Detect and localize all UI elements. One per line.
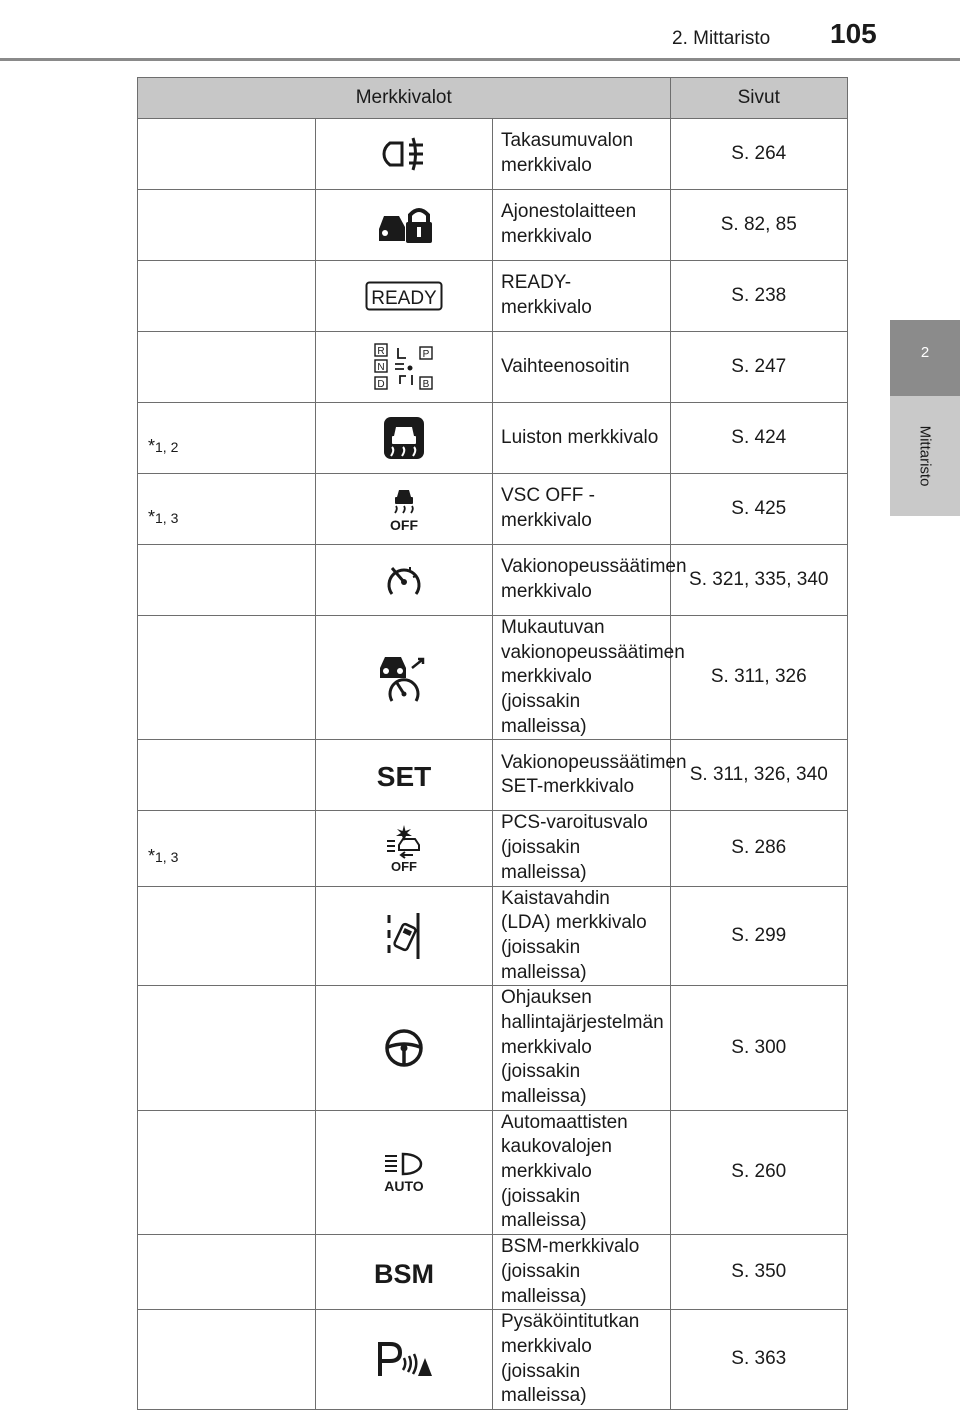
icon-cell bbox=[315, 986, 493, 1110]
footnote-cell bbox=[138, 1310, 316, 1410]
indicator-name: Pysäköintitutkan merkkivalo (joissakin malleissa) bbox=[493, 1310, 671, 1410]
footnote-numbers: 1, 2 bbox=[155, 438, 179, 455]
chapter-number: 2 bbox=[920, 344, 930, 361]
footnote-marker bbox=[138, 420, 315, 457]
footnote-numbers: 1, 3 bbox=[155, 509, 179, 526]
parking-sensor-icon bbox=[375, 1340, 433, 1380]
cruise-control-icon bbox=[384, 560, 424, 600]
icon-cell bbox=[315, 886, 493, 986]
shift-letter-r: R bbox=[377, 346, 385, 357]
footnote-cell bbox=[138, 1110, 316, 1234]
table-row bbox=[138, 886, 848, 986]
page-reference: S. 260 bbox=[670, 1110, 848, 1234]
table-row bbox=[138, 1235, 848, 1310]
chapter-tab-number bbox=[890, 320, 960, 396]
page-header bbox=[0, 0, 960, 62]
footnote-marker bbox=[138, 491, 315, 528]
icon-cell bbox=[315, 190, 493, 261]
icon-cell bbox=[315, 1235, 493, 1310]
column-header-indicators: Merkkivalot bbox=[138, 78, 671, 119]
shift-letter-n: N bbox=[377, 362, 385, 373]
indicator-name: Vakionopeussäätimen SET-merkkivalo bbox=[493, 740, 671, 811]
indicator-name: Ajonestolaitteen merkkivalo bbox=[493, 190, 671, 261]
footnote-cell bbox=[138, 190, 316, 261]
icon-cell bbox=[315, 474, 493, 545]
page-number: 105 bbox=[830, 18, 877, 49]
footnote-cell bbox=[138, 545, 316, 616]
footnote-cell bbox=[138, 886, 316, 986]
shift-position-icon bbox=[373, 342, 435, 392]
indicator-name: Automaattisten kaukovalojen merkkivalo (joissakin malleissa) bbox=[493, 1110, 671, 1234]
page-reference: S. 363 bbox=[670, 1310, 848, 1410]
page-reference: S. 247 bbox=[670, 332, 848, 403]
indicator-name: BSM-merkkivalo (joissakin malleissa) bbox=[493, 1235, 671, 1310]
page-reference: S. 264 bbox=[670, 119, 848, 190]
page-reference: S. 300 bbox=[670, 986, 848, 1110]
footnote-cell bbox=[138, 811, 316, 886]
slip-indicator-icon bbox=[383, 416, 425, 460]
table-row bbox=[138, 740, 848, 811]
table-row bbox=[138, 261, 848, 332]
pcs-warning-icon bbox=[383, 823, 425, 873]
page-reference: S. 82, 85 bbox=[670, 190, 848, 261]
icon-cell bbox=[315, 545, 493, 616]
table-row bbox=[138, 616, 848, 740]
page-reference: S. 238 bbox=[670, 261, 848, 332]
footnote-cell bbox=[138, 740, 316, 811]
column-header-pages: Sivut bbox=[670, 78, 848, 119]
table-row bbox=[138, 1310, 848, 1410]
vsc-off-icon-text: OFF bbox=[389, 517, 418, 533]
vsc-off-icon bbox=[384, 485, 424, 533]
page-reference: S. 425 bbox=[670, 474, 848, 545]
auto-high-beam-icon bbox=[379, 1150, 429, 1194]
asterisk-icon: * bbox=[148, 506, 156, 527]
indicator-name: Luiston merkkivalo bbox=[493, 403, 671, 474]
section-title: 2. Mittaristo bbox=[672, 28, 771, 49]
icon-cell bbox=[315, 332, 493, 403]
ready-icon bbox=[365, 281, 443, 311]
indicator-name: PCS-varoitusvalo (joissakin malleissa) bbox=[493, 811, 671, 886]
icon-cell bbox=[315, 119, 493, 190]
table-row bbox=[138, 474, 848, 545]
asterisk-icon: * bbox=[148, 845, 156, 866]
immobilizer-icon bbox=[375, 205, 433, 245]
indicator-name: Mukautuvan vakionopeussäätimen merkkivalo (joissakin malleissa) bbox=[493, 616, 671, 740]
page-reference: S. 286 bbox=[670, 811, 848, 886]
page-reference: S. 321, 335, 340 bbox=[670, 545, 848, 616]
lane-departure-icon bbox=[384, 911, 424, 961]
footnote-cell bbox=[138, 332, 316, 403]
bsm-icon bbox=[373, 1256, 435, 1288]
header-rule bbox=[0, 58, 960, 61]
ready-icon-text: READY bbox=[371, 288, 437, 309]
page-reference: S. 299 bbox=[670, 886, 848, 986]
page-reference: S. 350 bbox=[670, 1235, 848, 1310]
indicator-table bbox=[137, 77, 848, 1410]
shift-letter-b: B bbox=[422, 379, 430, 390]
table-header-row bbox=[138, 78, 848, 119]
table-row bbox=[138, 190, 848, 261]
table-row bbox=[138, 119, 848, 190]
footnote-cell bbox=[138, 119, 316, 190]
chapter-tab-label bbox=[890, 396, 960, 516]
cruise-set-icon bbox=[376, 759, 432, 791]
table-row bbox=[138, 811, 848, 886]
icon-cell bbox=[315, 403, 493, 474]
dynamic-cruise-control-icon bbox=[376, 652, 432, 704]
rear-fog-light-icon bbox=[382, 135, 426, 173]
bsm-icon-text: BSM bbox=[373, 1259, 434, 1289]
indicator-name: VSC OFF -merkkivalo bbox=[493, 474, 671, 545]
cruise-set-icon-text: SET bbox=[376, 761, 431, 792]
footnote-cell bbox=[138, 261, 316, 332]
page-reference: S. 311, 326, 340 bbox=[670, 740, 848, 811]
indicator-name: READY-merkkivalo bbox=[493, 261, 671, 332]
auto-icon-text: AUTO bbox=[384, 1178, 424, 1195]
footnote-cell bbox=[138, 474, 316, 545]
footnote-cell bbox=[138, 1235, 316, 1310]
page-reference: S. 424 bbox=[670, 403, 848, 474]
table-row bbox=[138, 545, 848, 616]
page-reference: S. 311, 326 bbox=[670, 616, 848, 740]
shift-letter-d: D bbox=[377, 379, 385, 390]
indicator-name: Ohjauksen hallintajärjestelmän merkkivalo (joissakin malleissa) bbox=[493, 986, 671, 1110]
footnote-cell bbox=[138, 403, 316, 474]
table-row bbox=[138, 403, 848, 474]
icon-cell bbox=[315, 740, 493, 811]
shift-letter-p: P bbox=[422, 349, 430, 360]
footnote-numbers: 1, 3 bbox=[155, 848, 179, 865]
table-row bbox=[138, 332, 848, 403]
indicator-name: Vakionopeussäätimen merkkivalo bbox=[493, 545, 671, 616]
indicator-name: Kaistavahdin (LDA) merkkivalo (joissakin malleissa) bbox=[493, 886, 671, 986]
icon-cell bbox=[315, 1310, 493, 1410]
icon-cell bbox=[315, 811, 493, 886]
indicator-name: Vaihteenosoitin bbox=[493, 332, 671, 403]
asterisk-icon: * bbox=[148, 435, 156, 456]
table-row bbox=[138, 1110, 848, 1234]
steering-assist-icon bbox=[383, 1027, 425, 1069]
chapter-label: Mittaristo bbox=[916, 425, 934, 487]
icon-cell bbox=[315, 261, 493, 332]
icon-cell bbox=[315, 616, 493, 740]
table-row bbox=[138, 986, 848, 1110]
pcs-off-icon-text: OFF bbox=[390, 859, 417, 874]
footnote-cell bbox=[138, 616, 316, 740]
footnote-cell bbox=[138, 986, 316, 1110]
footnote-marker bbox=[138, 830, 315, 867]
icon-cell bbox=[315, 1110, 493, 1234]
indicator-name: Takasumuvalon merkkivalo bbox=[493, 119, 671, 190]
